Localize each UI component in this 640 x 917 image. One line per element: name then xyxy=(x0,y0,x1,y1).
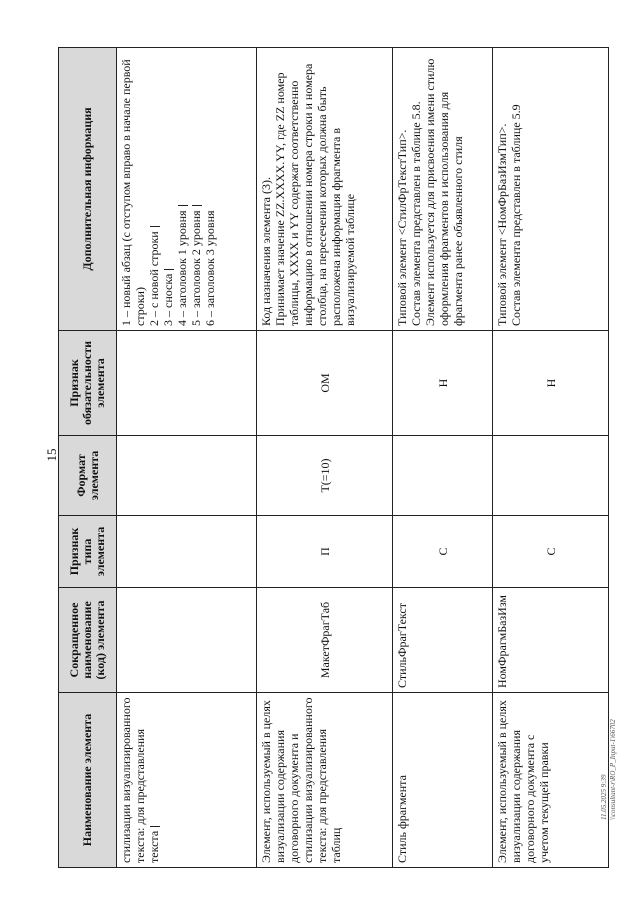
cell-required: Н xyxy=(393,331,493,436)
table-row xyxy=(393,48,493,868)
header-required: Признак обязательности элемента xyxy=(59,331,117,436)
table-row xyxy=(117,48,257,868)
footer-stamp xyxy=(600,719,618,820)
cell-code: МакетФрагТаб xyxy=(257,588,393,693)
footer-path: \\consultant-r\RO_P_Input-1\66702 xyxy=(609,719,617,820)
cell-format xyxy=(493,436,609,516)
change-mark xyxy=(178,205,188,206)
rotated-table-frame xyxy=(58,48,608,868)
cell-name: Элемент, используемый в целях визуализации содержания договорного документа и стилизации визуализированного текста: для представления таблиц xyxy=(257,693,393,868)
page-number: 15 xyxy=(44,448,59,462)
cell-info: 1 – новый абзац (с отступом вправо в начале первой строки) 2 – с новой строки 3 – сноска 4 – заголовок 1 уровня 5 – заголовок 2 уровня 6 – заголовок 3 уровня xyxy=(117,48,257,331)
change-mark xyxy=(192,205,202,206)
cell-info: Типовой элемент <НомФрБазИзмТип>. Состав элемента представлен в таблице 5.9 xyxy=(493,48,609,331)
cell-name: Стиль фрагмента xyxy=(393,693,493,868)
footer-timestamp: 11.05.2025 9:39 xyxy=(600,774,608,820)
header-info: Дополнительная информация xyxy=(59,48,117,331)
change-mark xyxy=(164,269,174,270)
cell-format xyxy=(117,436,257,516)
table-row xyxy=(257,48,393,868)
cell-required: ОМ xyxy=(257,331,393,436)
cell-required xyxy=(117,331,257,436)
table-header-row xyxy=(59,48,117,868)
cell-code: НомФрагмБазИзм xyxy=(493,588,609,693)
cell-type: С xyxy=(393,516,493,588)
cell-type: П xyxy=(257,516,393,588)
cell-code: СтильФрагТекст xyxy=(393,588,493,693)
cell-required: Н xyxy=(493,331,609,436)
cell-type: С xyxy=(493,516,609,588)
cell-type xyxy=(117,516,257,588)
cell-info: Код назначения элемента (3). Принимает значение ZZ.XXXX.YY, где ZZ номер таблицы, XXXX и YY содержат соответственно информацию в отношении номера строки и номера столбца, на пересечении которых должна быть расположена информация фрагмента в визуализируемой таблице xyxy=(257,48,393,331)
cell-info: Типовой элемент <СтилФрТекстТип>. Состав элемента представлен в таблице 5.8. Элемент используется для присвоения имени стилю оформления фрагментов и использования для фрагмента ранее объявленного стиля xyxy=(393,48,493,331)
change-mark xyxy=(150,826,160,827)
cell-format: T(=10) xyxy=(257,436,393,516)
header-type: Признак типа элемента xyxy=(59,516,117,588)
header-name: Наименование элемента xyxy=(59,693,117,868)
header-format: Формат элемента xyxy=(59,436,117,516)
cell-format xyxy=(393,436,493,516)
header-code: Сокращенное наименование (код) элемента xyxy=(59,588,117,693)
cell-name: стилизации визуализированного текста: для представления текста xyxy=(117,693,257,868)
cell-code xyxy=(117,588,257,693)
element-spec-table xyxy=(58,47,609,868)
change-mark xyxy=(150,226,160,227)
table-row xyxy=(493,48,609,868)
cell-name: Элемент, используемый в целях визуализации содержания договорного документа с учетом текущей правки xyxy=(493,693,609,868)
